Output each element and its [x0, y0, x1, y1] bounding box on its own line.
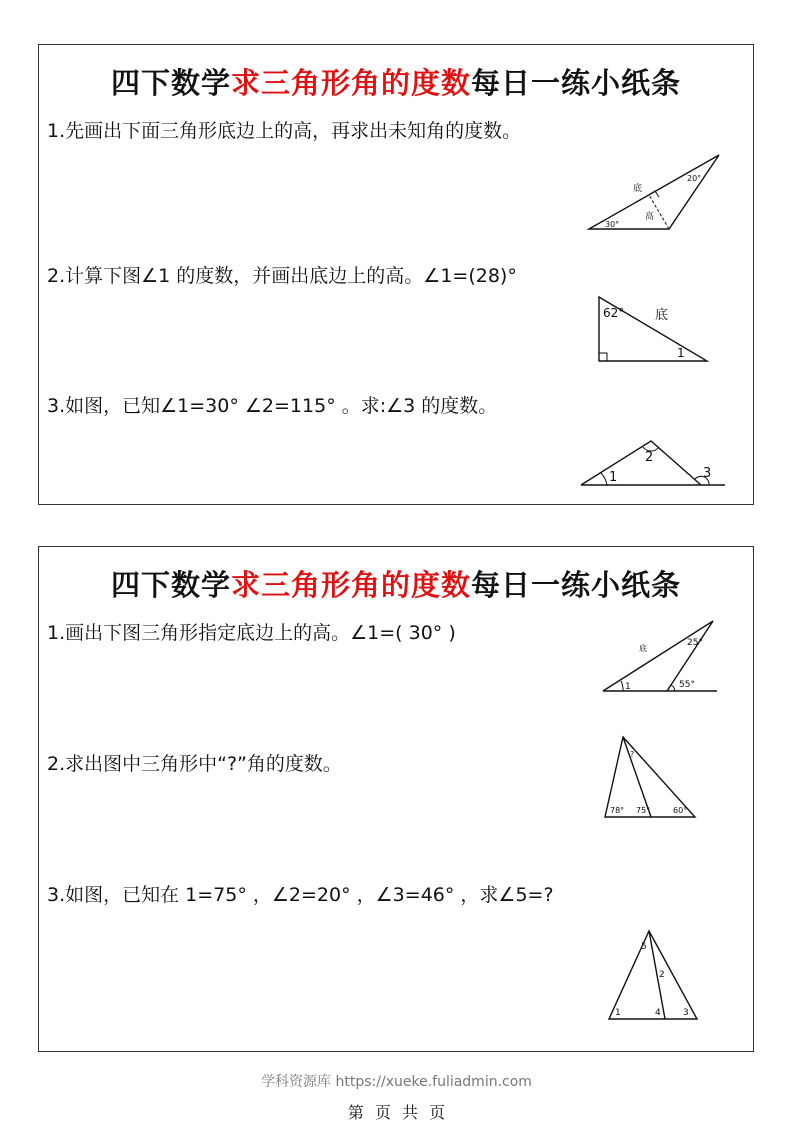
angle-5-label: 5 [641, 942, 647, 952]
figure-2-3-split-triangle [607, 929, 701, 1021]
title-suffix: 每日一练小纸条 [471, 568, 682, 602]
base-label: 底 [639, 644, 647, 653]
angle-3-label: 3 [703, 466, 712, 481]
angle-top-label: 62° [603, 306, 625, 320]
title-suffix: 每日一练小纸条 [471, 66, 682, 100]
figure-1-2-right-triangle [597, 295, 709, 363]
angle-q-label: ? [630, 750, 635, 759]
title-prefix: 四下数学 [110, 568, 231, 602]
worksheet-card-1 [38, 44, 754, 505]
question-2-2: 2.求出图中三角形中“?”角的度数。 [47, 753, 342, 775]
card-1-title [39, 61, 753, 102]
angle-c-label: 60° [673, 806, 688, 815]
figure-1-1-obtuse-triangle [587, 153, 719, 233]
angle-b-label: 20° [687, 174, 702, 183]
question-2-1: 1.画出下图三角形指定底边上的高。∠1=( 30° ) [47, 622, 456, 644]
angle-2-label: 2 [659, 970, 665, 980]
angle-1-label: 1 [625, 682, 631, 692]
angle-b-label: 75° [636, 806, 651, 815]
angle-3-label: 3 [683, 1008, 689, 1018]
angle-top-label: 25° [687, 638, 703, 648]
footer-source-link[interactable]: 学科资源库 https://xueke.fuliadmin.com [261, 1074, 532, 1090]
angle-1-label: 1 [677, 346, 685, 360]
base-label: 底 [655, 308, 669, 323]
angle-4-label: 4 [655, 1008, 661, 1018]
question-1-1: 1.先画出下面三角形底边上的高，再求出未知角的度数。 [47, 120, 522, 142]
figure-1-3-exterior-angle [579, 437, 729, 489]
angle-a-label: 30° [605, 220, 620, 229]
angle-ext-label: 55° [679, 680, 695, 690]
figure-2-2-nested-triangles [603, 735, 699, 819]
angle-2-label: 2 [645, 450, 654, 465]
figure-2-1-triangle-exterior [601, 619, 719, 695]
footer-page-number: 第 页 共 页 [347, 1103, 446, 1122]
question-1-3: 3.如图，已知∠1=30° ∠2=115° 。求:∠3 的度数。 [47, 395, 498, 417]
title-highlight: 求三角形角的度数 [230, 66, 471, 100]
angle-1-label: 1 [609, 470, 618, 485]
worksheet-card-2 [38, 546, 754, 1052]
title-highlight: 求三角形角的度数 [230, 568, 471, 602]
angle-a-label: 78° [610, 806, 625, 815]
question-1-2: 2.计算下图∠1 的度数，并画出底边上的高。∠1=(28)° [47, 265, 517, 287]
title-prefix: 四下数学 [110, 66, 231, 100]
question-2-3: 3.如图，已知在 1=75° ，∠2=20° ，∠3=46° ，求∠5=? [47, 884, 554, 906]
base-label: 底 [633, 184, 643, 194]
height-label: 高 [645, 212, 655, 222]
angle-1-label: 1 [615, 1008, 621, 1018]
card-2-title [39, 563, 753, 604]
